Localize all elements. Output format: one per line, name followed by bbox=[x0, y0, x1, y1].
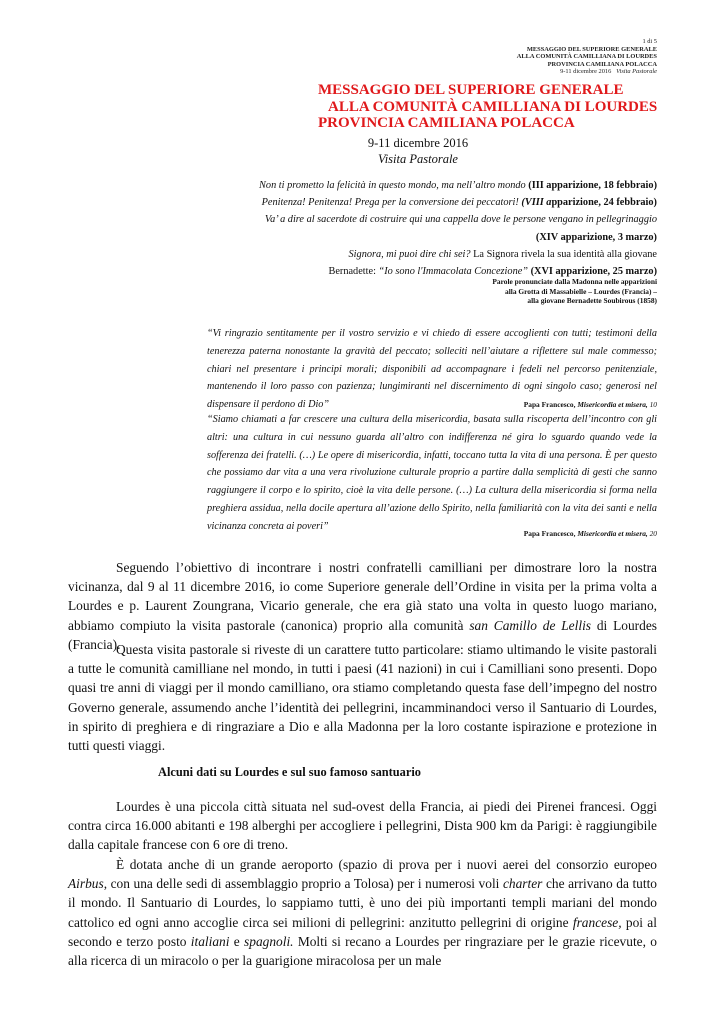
paragraph-emphasis: Airbus bbox=[68, 876, 104, 892]
title-line-3: PROVINCIA CAMILIANA POLACCA bbox=[318, 115, 575, 131]
header-date: 9-11 dicembre 2016 bbox=[560, 68, 612, 76]
header-line-1: MESSAGGIO DEL SUPERIORE GENERALE bbox=[526, 45, 657, 53]
title-subtitle: Visita Pastorale bbox=[378, 152, 458, 166]
title-date: 9-11 dicembre 2016 bbox=[367, 136, 469, 150]
citation-work: Misericordia et misera, bbox=[577, 529, 648, 538]
quote-reference-part: pparizione, 24 febbraio) bbox=[551, 197, 657, 209]
page-number: 1 di 5 bbox=[642, 38, 657, 45]
quote-text: La Signora rivela la sua identità alla giovane bbox=[473, 248, 657, 260]
source-line: Parole pronunciate dalla Madonna nelle apparizioni bbox=[492, 277, 657, 286]
paragraph-text: Molti si recano a Lourdes per ringraziare per le grazie ricevute, o alla ricerca di un miracolo o per la guarigione miracolosa per un male bbox=[68, 933, 657, 969]
paragraph-text: di Lourdes (Francia). bbox=[68, 617, 657, 652]
pope-quote-1: “Vi ringrazio sentitamente per il vostro servizio e vi chiedo di essere accoglienti con tutti; testimoni della tenerezza paterna nonostante la gravità del peccato; solleciti nell’aiutare a riflettere sul male commesso; chiari nel presentare i principi morali; disponibili ad accompagnare i fedeli nel percorso penitenziale, mantenendo il loro passo con pazienza; lungimiranti nel discernimento di ogni singolo caso; generosi nel dispensare il perdono di Dio” bbox=[207, 328, 657, 411]
paragraph-text: e bbox=[233, 933, 240, 949]
paragraph-text: che arrivano da tutto il mondo. Il Santuario di Lourdes, lo sappiamo tutti, è uno dei più importanti templi mariani del mondo cattolico ed ogni anno accoglie circa sei milioni di pellegrini: anzitutto pellegrini di origine bbox=[68, 876, 657, 930]
apparition-quote-3: Va’ a dire al sacerdote di costruire qui una cappella dove le persone vengano in pellegrinaggio bbox=[264, 214, 657, 226]
paragraph-text: È dotata anche di un grande aeroporto (spazio di prova per i nuovi aerei del consorzio europeo bbox=[116, 857, 657, 872]
source-line: alla giovane Bernadette Soubirous (1858) bbox=[527, 296, 657, 306]
paragraph-emphasis: spagnoli. bbox=[244, 933, 294, 949]
citation-number: 20 bbox=[649, 529, 657, 538]
paragraph-text: poi al secondo e terzo posto bbox=[68, 914, 657, 949]
pope-quote-2-citation bbox=[524, 529, 657, 538]
header-date-line bbox=[517, 68, 657, 76]
apparition-quote-2 bbox=[227, 194, 657, 211]
quote-text: Non ti prometto la felicità in questo mondo, ma nell’altro mondo bbox=[259, 180, 526, 191]
apparition-quotes bbox=[227, 177, 657, 280]
source-line: alla Grotta di Massabielle – Lourdes (Francia) – bbox=[505, 286, 657, 296]
paragraph-emphasis: italiani bbox=[190, 933, 230, 949]
title-line-2: ALLA COMUNITÀ CAMILLIANA DI LOURDES bbox=[328, 98, 658, 115]
paragraph-text: Seguendo l’obiettivo di incontrare i nostri confratelli camilliani per dimostrare loro la nostra vicinanza, dal 9 al 11 dicembre 2016, io come Superiore generale dell’Ordine in visita per la prima volta a Lourdes e p. Laurent Zoungrana, Vicario generale, che era già stato una volta in questo luogo mariano, abbiamo compiuto la visita pastorale (canonica) proprio alla comunità bbox=[68, 560, 657, 633]
body-paragraph-4 bbox=[68, 855, 657, 970]
pope-quote-2: “Siamo chiamati a far crescere una cultura della misericordia, basata sulla riscoperta dell’incontro con gli altri: una cultura in cui nessuno guarda all’altro con indifferenza né gira lo sguardo quando vede la sofferenza dei fratelli. (…) Le opere di misericordia, infatti, toccano tutta la vita di una persona. È per questo che possiamo dar vita a una vera rivoluzione culturale proprio a partire dalla semplicità di gesti che sanno raggiungere il corpo e lo spirito, cioè la vita delle persone. (…) La cultura della misericordia si forma nella preghiera assidua, nella docile apertura all’azione dello Spirito, nella familiarità con la vita dei santi e nella vicinanza concreta ai poveri” bbox=[207, 414, 657, 532]
title-line-1: MESSAGGIO DEL SUPERIORE GENERALE bbox=[318, 82, 624, 98]
quote-text: Signora, mi puoi dire chi sei? bbox=[348, 248, 471, 260]
body-paragraph-3: Lourdes è una piccola città situata nel sud-ovest della Francia, ai piedi dei Pirenei francesi. Oggi contra circa 16.000 abitanti e 198 alberghi per accogliere i pellegrini, Dista 900 km da Parigi: è raggiungibile dalla capitale francese con 6 ore di treno. bbox=[68, 799, 657, 853]
citation-author: Papa Francesco, bbox=[523, 529, 576, 538]
title-date-block bbox=[318, 135, 518, 167]
quote-reference-part: (VIII a bbox=[521, 197, 552, 209]
apparition-quote-4 bbox=[227, 246, 657, 263]
quote-text: Penitenza! Penitenza! Prega per la conversione dei peccatori! bbox=[261, 197, 519, 209]
running-header bbox=[517, 38, 657, 76]
section-heading: Alcuni dati su Lourdes e sul suo famoso santuario bbox=[158, 765, 422, 779]
header-line-3: PROVINCIA CAMILIANA POLACCA bbox=[547, 60, 657, 68]
header-line-2: ALLA COMUNITÀ CAMILLIANA DI LOURDES bbox=[516, 53, 657, 61]
apparition-quote-1 bbox=[227, 177, 657, 194]
document-title bbox=[318, 82, 657, 132]
quote-text: “Io sono l'Immacolata Concezione” bbox=[378, 266, 529, 278]
paragraph-emphasis: francese, bbox=[572, 914, 622, 930]
apparitions-source bbox=[417, 277, 657, 306]
body-paragraph-2: Questa visita pastorale si riveste di un carattere tutto particolare: stiamo ultimando le visite pastorali a tutte le comunità camilliane nel mondo, in tutti i paesi (41 nazioni) in cui i Camilliani sono presenti. Dopo quasi tre anni di viaggi per il mondo camilliano, ora stiamo completando questa fase dell’impegno del nostro Governo generale, assumendo anche l’identità dei pellegrini, incamminandoci verso il Santuario di Lourdes, in spirito di preghiera e di ringraziare a Dio e alla Madonna per la loro costante ispirazione e protezione in tutti questi viaggi. bbox=[68, 642, 657, 754]
community-name: san Camillo de Lellis bbox=[469, 617, 591, 633]
paragraph-emphasis: charter bbox=[502, 876, 543, 892]
pope-quote-1-citation bbox=[524, 400, 657, 409]
paragraph-text: , con una delle sedi di assemblaggio proprio a Tolosa) per i numerosi voli bbox=[103, 876, 500, 892]
quote-reference: (XVI apparizione, 25 marzo) bbox=[530, 266, 657, 278]
quote-reference: (III apparizione, 18 febbraio) bbox=[528, 180, 657, 191]
quote-reference: (XIV apparizione, 3 marzo) bbox=[535, 231, 657, 243]
apparition-quote-3-ref bbox=[227, 229, 657, 246]
quote-text: Bernadette: bbox=[328, 266, 376, 278]
citation-author: Papa Francesco, bbox=[523, 400, 576, 409]
citation-number: 10 bbox=[649, 400, 657, 409]
citation-work: Misericordia et misera, bbox=[577, 400, 648, 409]
header-visit: Visita Pastorale bbox=[616, 68, 657, 76]
